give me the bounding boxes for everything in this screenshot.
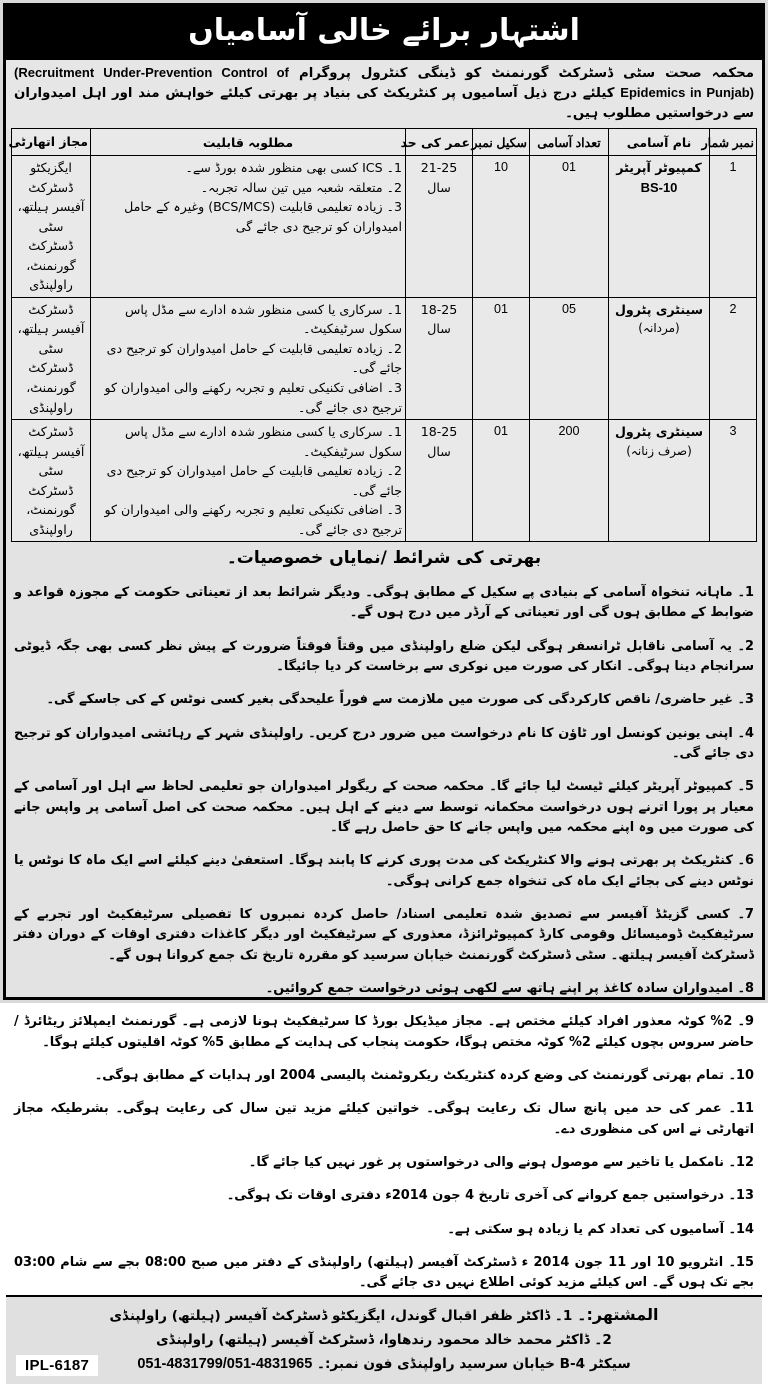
condition-item: 12۔ نامکمل یا تاخیر سے موصول ہونے والی درخواستوں پر غور نہیں کیا جائے گا۔ <box>248 1155 754 1170</box>
footer-address-line <box>14 1352 754 1377</box>
condition-item: 4۔ اپنی یونین کونسل اور ٹاؤن کا نام درخواست میں ضرور درج کریں۔ راولپنڈی شہر کے رہائشی امیدواران کو ترجیح دی جائے گی۔ <box>14 725 754 762</box>
condition-item: 6۔ کنٹریکٹ پر بھرتی ہونے والا کنٹریکٹ کی مدت پوری کرنے کا پابند ہوگا۔ استعفیٰ دینے کیلئے اسے ایک ماہ کا نوٹس یا نوٹس دینے کی بجائے ایک ماہ کی تنخواہ جمع کرانی ہوگی۔ <box>14 853 754 889</box>
table-row <box>12 420 757 542</box>
conditions-heading: بھرتی کی شرائط /نمایاں خصوصیات۔ <box>226 548 542 569</box>
footer-advertiser-label: المشتھر:۔ <box>577 1304 659 1324</box>
qualification-line: 1۔ سرکاری یا کسی منظور شدہ ادارے سے مڈل پاس سکول سرٹیفکیٹ۔ <box>125 301 402 337</box>
header-qualification: مطلوبہ قابلیت <box>91 129 406 156</box>
footer-phone: 051-4831799/051-4831965 <box>137 1356 313 1373</box>
post-gender-note: (صرف زنانہ) <box>626 443 692 458</box>
condition-item: 10۔ تمام بھرتی گورنمنٹ کی وضع کردہ کنٹریکٹ ریکروٹمنٹ پالیسی 2004 اور ہدایات کے مطابق ہوگی۔ <box>94 1068 754 1084</box>
cell-post-name <box>609 156 710 298</box>
cell-authority: ڈسٹرکٹ آفیسر ہیلتھ، سٹی ڈسٹرکٹ گورنمنٹ، راولپنڈی <box>12 420 91 542</box>
header-post-name: نام آسامی <box>609 129 710 156</box>
jobs-table-container <box>6 128 762 542</box>
intro-paragraph <box>6 60 762 129</box>
cell-serial: 3 <box>710 420 757 542</box>
ipl-code-badge: IPL-6187 <box>16 1355 98 1376</box>
cell-age-limit: 18-25 سال <box>406 297 473 419</box>
cell-qualification <box>91 420 406 542</box>
footer-advertiser-line <box>14 1301 754 1329</box>
cell-post-name <box>609 420 710 542</box>
qualification-line: 2۔ زیادہ تعلیمی قابلیت کے حامل امیدواران کو ترجیح دی جائے گی۔ <box>106 340 402 376</box>
cell-post-count: 200 <box>530 420 609 542</box>
condition-item: 13۔ درخواستیں جمع کروانے کی آخری تاریخ 4 جون 2014ء دفتری اوقات تک ہوگی۔ <box>226 1188 754 1204</box>
footer-officer-2-line <box>14 1329 754 1353</box>
cell-scale: 01 <box>473 420 530 542</box>
qualification-line: 2۔ متعلقہ شعبہ میں تین سالہ تجربہ۔ <box>200 179 402 195</box>
jobs-table-body <box>12 156 757 542</box>
cell-post-count: 05 <box>530 297 609 419</box>
intro-text-before: محکمہ صحت سٹی ڈسٹرکٹ گورنمنٹ کو ڈینگی کنٹرول پروگرام <box>298 65 754 81</box>
table-header-row <box>12 129 757 156</box>
cell-authority: ایگزیکٹو ڈسٹرکٹ آفیسر ہیلتھ، سٹی ڈسٹرکٹ گورنمنٹ، راولپنڈی <box>12 156 91 298</box>
cell-post-name <box>609 297 710 419</box>
post-name-text: کمپیوٹر آپریٹر <box>616 160 702 176</box>
intro-program-english: (Recruitment Under-Prevention Control of Epidemics in Punjab) <box>14 64 755 101</box>
table-row <box>12 156 757 298</box>
condition-item: 8۔ امیدواران سادہ کاغذ پر اپنے ہاتھ سے لکھی ہوئی درخواست جمع کروائیں۔ <box>265 981 754 997</box>
table-row <box>12 297 757 419</box>
header-serial: نمبر شمار <box>710 129 757 156</box>
condition-item: 2۔ یہ آسامی ناقابل ٹرانسفر ہوگی لیکن ضلع راولپنڈی میں وقتاً فوقتاً ضرورت کے پیش نظر کسی بھی جگہ ڈیوٹی سرانجام دینا ہوگی۔ انکار کی صورت میں نوکری سے برخاست کر دیا جائیگا۔ <box>14 638 754 675</box>
condition-item: 1۔ ماہانہ تنخواہ آسامی کے بنیادی پے سکیل کے مطابق ہوگی۔ ودیگر شرائط بعد از تعیناتی حکومت کے مجوزہ قواعد و ضوابط کے مطابق ہوں گی اور تعیناتی کے آرڈر میں درج ہوں گے۔ <box>14 585 754 621</box>
cell-age-limit: 18-25 سال <box>406 420 473 542</box>
condition-item: 3۔ غیر حاضری/ ناقص کارکردگی کی صورت میں ملازمت سے فوراً علیحدگی بغیر کسی نوٹس کے کی جاسکے گی۔ <box>46 692 754 708</box>
header-age-limit: عمر کی حد <box>406 129 473 156</box>
title-banner <box>6 6 762 60</box>
cell-serial: 2 <box>710 297 757 419</box>
post-scale-label: BS-10 <box>640 179 678 195</box>
qualification-line: 3۔ اضافی تکنیکی تعلیم و تجربہ رکھنے والی امیدواران کو ترجیح دی جائے گی۔ <box>104 379 402 415</box>
condition-item: 7۔ کسی گزیٹڈ آفیسر سے تصدیق شدہ تعلیمی اسناد/ حاصل کردہ نمبروں کا تفصیلی سرٹیفکیٹ اور تجربے کے سرٹیفکیٹ ڈومیسائل وقومی کارڈ کمپیوٹرائزڈ، معذوری کے سرٹیفکیٹ اور دیگر کاغذات دفتری اوقات کے دوران دفتر ڈسٹرکٹ آفیسر ہیلتھ۔ سٹی ڈسٹرکٹ گورنمنٹ خیابان سرسید کو مقررہ تاریخ تک جمع کروانا ہوں گے۔ <box>14 907 754 963</box>
condition-item: 14۔ آسامیوں کی تعداد کم یا زیادہ ہو سکتی ہے۔ <box>447 1221 754 1237</box>
post-name-text: سینٹری پٹرول <box>614 424 704 440</box>
footer-address: سیکٹر B-4 خیابان سرسید راولپنڈی فون نمبر:۔ <box>317 1356 631 1373</box>
condition-item: 9۔ 2% کوٹہ معذور افراد کیلئے مختص ہے۔ مجاز میڈیکل بورڈ کا سرٹیفکیٹ ہونا لازمی ہے۔ گورنمنٹ ایمپلائز ریٹائرڈ /حاضر سروس بچوں کیلئے 2% کوٹہ مختص ہوگا، حکومت پنجاب کی ہدایت کے مطابق 5% کوٹہ اقلیتوں کیلئے ہوگا۔ <box>14 1014 754 1050</box>
page-title: اشتہار برائے خالی آسامیاں <box>188 13 580 48</box>
cell-scale: 10 <box>473 156 530 298</box>
cell-qualification <box>91 156 406 298</box>
qualification-line: 3۔ زیادہ تعلیمی قابلیت (BCS/MCS) وغیرہ کے حامل امیدواران کو ترجیح دی جائے گی <box>124 199 402 234</box>
post-gender-note: (مردانہ) <box>638 321 680 336</box>
post-name-text: سینٹری پٹرول <box>614 301 704 317</box>
conditions-list <box>6 570 762 1295</box>
cell-age-limit: 21-25 سال <box>406 156 473 298</box>
page-frame <box>3 3 765 1374</box>
cell-authority: ڈسٹرکٹ آفیسر ہیلتھ، سٹی ڈسٹرکٹ گورنمنٹ، راولپنڈی <box>12 297 91 419</box>
header-post-count: تعداد آسامی <box>530 129 609 156</box>
footer-officer-1: 1۔ ڈاکٹر ظفر اقبال گوندل، ایگزیکٹو ڈسٹرکٹ آفیسر (ہیلتھ) راولپنڈی <box>109 1307 573 1324</box>
condition-item: 11۔ عمر کی حد میں پانچ سال تک رعایت ہوگی۔ خواتین کیلئے مزید تین سال کی رعایت ہوگی۔ بشرطیکہ مجاز اتھارٹی نے اس کی منظوری دے۔ <box>14 1101 754 1137</box>
jobs-table-head <box>8 129 757 156</box>
header-scale: سکیل نمبر <box>473 129 530 156</box>
intro-text-after: کیلئے درج ذیل آسامیوں پر کنٹریکٹ کی بنیاد پر بھرتی کیلئے خواہش مند اور اہل امیدواران سے درخواستیں مطلوب ہیں۔ <box>14 86 754 122</box>
cell-qualification <box>91 297 406 419</box>
qualification-line: 3۔ اضافی تکنیکی تعلیم و تجربہ رکھنے والی امیدواران کو ترجیح دی جائے گی۔ <box>104 502 402 537</box>
qualification-line: 1۔ ICS کسی بھی منظور شدہ بورڈ سے۔ <box>185 160 402 176</box>
cell-serial: 1 <box>710 156 757 298</box>
condition-item: 15۔ انٹرویو 10 اور 11 جون 2014 ء ڈسٹرکٹ آفیسر (ہیلتھ) راولپنڈی کے دفتر میں صبح 08:00 بجے سے شام 03:00 بجے تک ہوں گے۔ اس کیلئے مزید کوئی اطلاع نہیں دی جائے گی۔ <box>14 1254 754 1291</box>
header-authority: مجاز اتھارٹی <box>12 129 91 156</box>
qualification-line: 2۔ زیادہ تعلیمی قابلیت کے حامل امیدواران کو ترجیح دی جائے گی۔ <box>106 463 402 498</box>
cell-post-count: 01 <box>530 156 609 298</box>
jobs-table <box>8 128 757 542</box>
qualification-line: 1۔ سرکاری یا کسی منظور شدہ ادارے سے مڈل پاس سکول سرٹیفکیٹ۔ <box>125 424 402 459</box>
condition-item: 5۔ کمپیوٹر آپریٹر کیلئے ٹیسٹ لیا جائے گا۔ محکمہ صحت کے ریگولر امیدواران جو تعلیمی لحاظ سے اہل اور آسامی کے معیار پر پورا اترنے ہوں درخواست محکمانہ توسط سے دینے کے اہل ہیں۔ محکمہ صحت کی اصل آسامی پر واپس جانے کی صورت میں وہ اپنے محکمہ میں واپس جانے کا حق حاصل رہے گا۔ <box>14 779 754 836</box>
cell-scale: 01 <box>473 297 530 419</box>
footer <box>6 1295 762 1384</box>
footer-officer-2: 2۔ ڈاکٹر محمد خالد محمود رندھاوا، ڈسٹرکٹ آفیسر (ہیلتھ) راولپنڈی <box>156 1331 612 1348</box>
